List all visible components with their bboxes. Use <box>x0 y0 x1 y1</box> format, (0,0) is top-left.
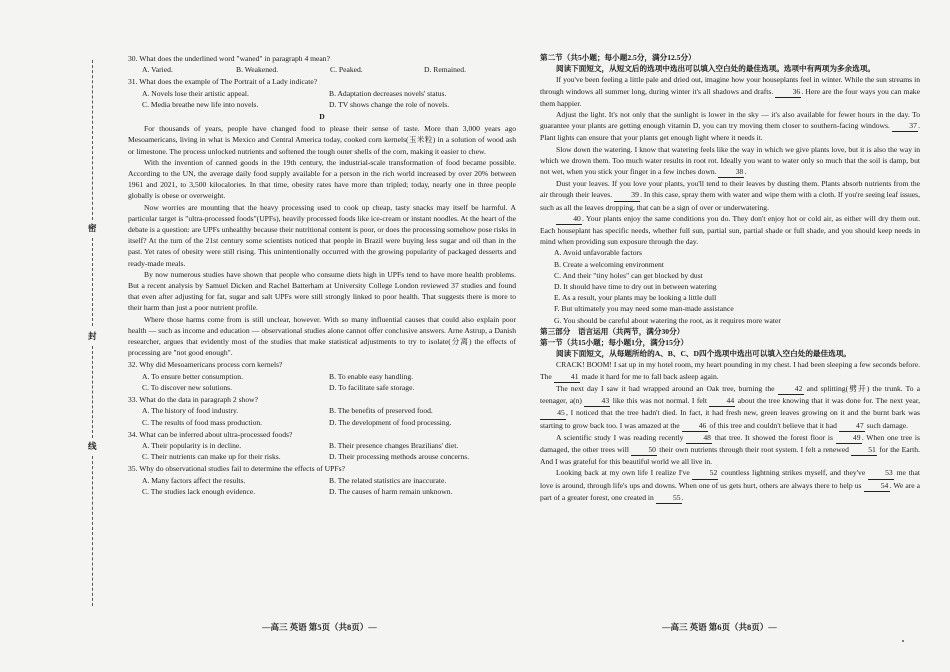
passage-d-paragraph-3: Now worries are mounting that the heavy processing used to cook up cheap, tasty snacks may itself be harmful. A particular target is "ultra-processed foods"(UPFs), heavily processed foods like ice-cream or instant noodles. At the heart of the debate is a question: are UPFs unhealthy because their nutritional content is poor, or does the processing somehow pose risks in itself? At the turn of the 21st century some scientists noticed that people in Brazil were buying less sugar and oil than in the past. Yet rates of obesity were still rising. This unintentionally occurred with the growing popularity of packaged desserts and ready-made meals. <box>128 202 516 268</box>
option: D. To facilitate safe storage. <box>329 382 415 392</box>
option: C. Peaked. <box>330 65 363 75</box>
choice-list <box>540 247 920 325</box>
option: B. Weakened. <box>236 65 279 75</box>
part-3-title: 第三部分 语言运用（共两节，满分30分） <box>540 326 685 336</box>
blank-52[interactable]: 52 <box>692 467 718 479</box>
passage-d-paragraph-5: Where those harms come from is still unclear, however. With so many influential causes that could also explain poor health — such as income and education — observational studies alone cannot offer conclusive answers. Arne Astrup, a Danish researcher, argues that evidently most of the studies that make statistical adjustments to try to isolate(分离) the effects of processing are "not good enough". <box>128 314 516 358</box>
choice-item: D. It should have time to dry out in between watering <box>554 282 717 292</box>
question-31-options <box>128 88 516 110</box>
story-paragraph-4: Looking back at my own life I realize I've 52 countless lightning strikes myself, and they've 53 me that love is around, through life's ups and downs. When one of us gets hurt, others are always there to help us 54. We are a part of a greater forest, one created in 55. <box>540 467 920 504</box>
passage-d-heading: D <box>319 112 325 122</box>
question-32-options <box>128 371 516 393</box>
option: A. To ensure better consumption. <box>142 371 243 381</box>
choice-item: C. And their "tiny holes" can get blocked by dust <box>554 270 703 280</box>
cloze-paragraph-4: Dust your leaves. If you love your plants, you'll tend to their leaves by dusting them. Plants absorb nutrients from the air through their leaves. 39. In this case, spray them with water and wipe them with a cloth. If you're seeing leaf issues, such as all the leaves dropping, that can be a sign of over or underwatering. <box>540 179 921 212</box>
blank-49[interactable]: 49 <box>836 432 862 444</box>
option: D. Their processing methods arouse concerns. <box>329 452 470 462</box>
option: C. The studies lack enough evidence. <box>142 486 256 496</box>
passage-d-paragraph-4: By now numerous studies have shown that people who consume diets high in UPFs tend to have more health problems. But a recent analysis by Samuel Dicken and Rachel Batterham at University College London reviewed 37 studies and found that even after adjusting for fat, sugar and salt UPFs were still strongly linked to poor health. That suggests there is more to their harm than just a poor nutrient profile. <box>128 269 516 313</box>
option: A. The history of food industry. <box>142 406 239 416</box>
margin-mark-feng: 封 <box>88 331 97 341</box>
story-paragraph-1: CRACK! BOOM! I sat up in my hotel room, my heart pounding in my chest. I had been sleeping a few seconds before. The 41 made it hard for me to fall back asleep again. <box>540 359 920 382</box>
blank-37[interactable]: 37 <box>892 120 918 132</box>
option: D. The development of food processing. <box>329 417 452 427</box>
question-31: 31. What does the example of The Portrait of a Lady indicate? <box>128 77 318 87</box>
blank-39[interactable]: 39 <box>614 189 640 201</box>
option: A. Their popularity is in decline. <box>142 440 242 450</box>
left-column <box>128 52 516 497</box>
option: C. To discover new solutions. <box>142 382 233 392</box>
question-34-options <box>128 440 516 462</box>
story-paragraph-2: The next day I saw it had wrapped around an Oak tree, burning the 42 and splitting(劈开) the trunk. To a teenager, a(n) 43 like this was not normal. I felt 44 about the tree knowing that it was done for. The next year, 45, I noticed that the tree hadn't died. In fact, it had fresh new, green leaves growing on it and the burnt bark was starting to grow back too. I was amazed at the 46 of this tree and couldn't believe that it had 47 such damage. <box>540 383 920 432</box>
option: C. The results of food mass production. <box>142 417 263 427</box>
cloze-paragraph-1: If you've been feeling a little pale and dried out, imagine how your houseplants feel in winter. While the sun streams in through windows all summer long, during winter it's all shadows and drafts. 36. Here are the four ways you can make them happier. <box>540 75 920 108</box>
blank-45[interactable]: 45 <box>540 407 566 419</box>
option: A. Varied. <box>142 65 173 75</box>
margin-dash-line <box>92 238 93 326</box>
blank-54[interactable]: 54 <box>864 480 890 492</box>
section-1-title: 第一节（共15小题；每小题1分，满分15分） <box>540 338 689 348</box>
blank-55[interactable]: 55 <box>656 492 682 504</box>
option: D. Remained. <box>424 65 466 75</box>
question-35-options <box>128 475 516 497</box>
blank-41[interactable]: 41 <box>554 371 580 383</box>
option: D. TV shows change the role of novels. <box>329 99 450 109</box>
blank-36[interactable]: 36 <box>775 86 801 98</box>
blank-47[interactable]: 47 <box>839 420 865 432</box>
cloze-paragraph-2: Adjust the light. It's not only that the sunlight is lower in the sky — it's also available for fewer hours in the day. To guarantee your plants are getting enough vitamin D, you can try moving them closer to southern-facing windows. 37. Plant lights can ensure that your plants get enough light where it needs it. <box>540 110 920 143</box>
option: A. Many factors affect the results. <box>142 475 246 485</box>
choice-item: G. You should be careful about watering the root, as it requires more water <box>554 315 781 325</box>
margin-mark-mi: 密 <box>88 223 97 233</box>
page-footer-right: —高三 英语 第6页（共8页）— <box>662 622 777 632</box>
right-column <box>540 52 920 504</box>
option: B. The benefits of preserved food. <box>329 406 433 416</box>
option: C. Media breathe new life into novels. <box>142 99 259 109</box>
option: A. Novels lose their artistic appeal. <box>142 88 249 98</box>
margin-dash-line <box>92 60 93 220</box>
passage-d-paragraph-2: With the invention of canned goods in the 19th century, the industrial-scale transformation of food became possible. According to the UN, the average daily food supply available for a person in the rich world increased by over 20% between 1961 and 2021, to 3,500 kilocalories. In that time, obesity rates have more than tripled; today, nearly one in three people globally is obese or overweight. <box>128 157 516 201</box>
scan-speck <box>902 640 904 642</box>
question-34: 34. What can be inferred about ultra-processed foods? <box>128 429 293 439</box>
cloze-paragraph-5: 40. Your plants enjoy the same conditions you do. They don't enjoy hot or cold air, as either will dry them out. Each houseplant has specific needs, whether full sun, partial sun, partial shade or full shade, and you should keep needs in mind when providing sun exposure through the day. <box>540 213 920 247</box>
choice-item: A. Avoid unfavorable factors <box>554 248 643 258</box>
section-2-instructions: 阅读下面短文，从短文后的选项中选出可以填入空白处的最佳选项。选项中有两项为多余选项。 <box>556 64 875 74</box>
blank-38[interactable]: 38 <box>718 166 744 178</box>
question-30: 30. What does the underlined word "waned" in paragraph 4 mean? <box>128 54 330 63</box>
margin-dash-line <box>92 456 93 606</box>
question-33-options <box>128 405 516 427</box>
blank-50[interactable]: 50 <box>631 444 657 456</box>
cloze-paragraph-3: Slow down the watering. I know that watering feels like the way in which we give plants love, but it is also the way in which we drown them. Too much water results in root rot. Ideally you want to water only so much that the soil is damp, but not wet, when you stick your finger in a few inches down. 38. <box>540 144 920 179</box>
question-35: 35. Why do observational studies fail to determine the effects of UPFs? <box>128 464 345 474</box>
blank-40[interactable]: 40 <box>556 213 582 225</box>
choice-item: B. Create a welcoming environment <box>554 259 664 269</box>
blank-43[interactable]: 43 <box>584 395 610 407</box>
blank-44[interactable]: 44 <box>709 395 735 407</box>
section-1-instructions: 阅读下面短文，从每题所给的A、B、C、D四个选项中选出可以填入空白处的最佳选项。 <box>556 349 851 359</box>
story-paragraph-3: A scientific study I was reading recently 48 that tree. It showed the forest floor is 49. When one tree is damaged, the other trees will 50 their own nutrients through their root system. I felt a renewed 51 for the Earth. And I was grateful for this beautiful world we all live in. <box>540 432 920 467</box>
blank-53[interactable]: 53 <box>868 467 894 479</box>
section-2-title: 第二节（共5小题；每小题2.5分，满分12.5分） <box>540 53 696 62</box>
page-footer-left: —高三 英语 第5页（共8页）— <box>262 622 377 632</box>
passage-d-paragraph-1: For thousands of years, people have changed food to please their sense of taste. More than 3,000 years ago Mesoamericans, living in what is Mexico and Central America today, cooked corn kernels(玉米粒) in a solution of wood ash or limestone. The process unlocked nutrients and softened the tough outer shells of the corn, making it easier to chew. <box>128 124 516 156</box>
blank-46[interactable]: 46 <box>682 420 708 432</box>
blank-51[interactable]: 51 <box>851 444 877 456</box>
question-33: 33. What do the data in paragraph 2 show? <box>128 395 258 405</box>
choice-item: E. As a result, your plants may be looking a little dull <box>554 293 717 303</box>
option: C. Their nutrients can make up for their risks. <box>142 452 281 462</box>
blank-48[interactable]: 48 <box>686 432 712 444</box>
question-30-options <box>128 64 516 75</box>
margin-mark-xian: 线 <box>88 441 97 451</box>
option: B. Their presence changes Brazilians' diet. <box>329 440 459 450</box>
question-32: 32. Why did Mesoamericans process corn kernels? <box>128 360 283 370</box>
option: B. The related statistics are inaccurate. <box>329 475 447 485</box>
blank-42[interactable]: 42 <box>778 383 804 395</box>
choice-item: F. But ultimately you may need some man-made assistance <box>554 304 734 314</box>
margin-dash-line <box>92 346 93 438</box>
option: B. To enable easy handling. <box>329 371 414 381</box>
option: D. The causes of harm remain unknown. <box>329 486 453 496</box>
option: B. Adaptation decreases novels' status. <box>329 88 447 98</box>
